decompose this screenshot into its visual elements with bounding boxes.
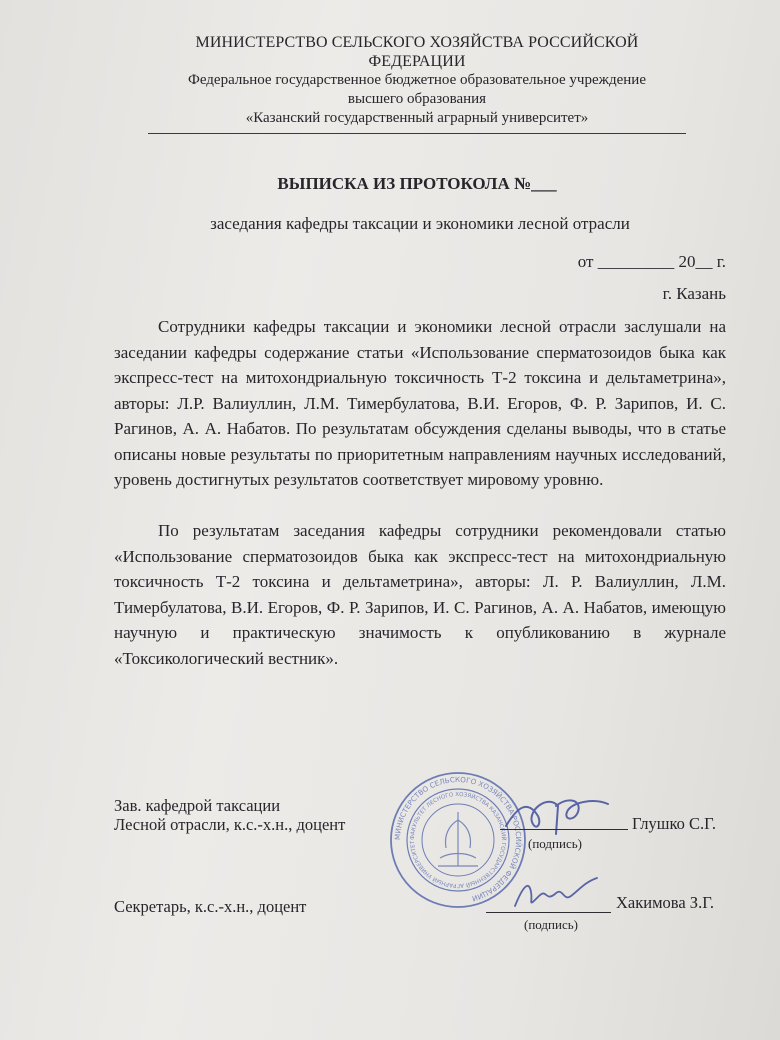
document-title: ВЫПИСКА ИЗ ПРОТОКОЛА №___	[277, 174, 557, 193]
letterhead	[148, 33, 686, 128]
head-name: Глушко С.Г.	[632, 814, 716, 833]
secretary-title: Секретарь, к.с.-х.н., доцент	[114, 897, 307, 916]
date-line: от _________ 20__ г.	[577, 252, 726, 271]
institution-type-line1: Федеральное государственное бюджетное образовательное учреждение	[187, 72, 646, 88]
ministry-name: МИНИСТЕРСТВО СЕЛЬСКОГО ХОЗЯЙСТВА РОССИЙСКОЙ ФЕДЕРАЦИИ	[195, 34, 639, 70]
secretary-name: Хакимова З.Г.	[616, 893, 714, 912]
body-paragraph-1: Сотрудники кафедры таксации и экономики лесной отрасли заслушали на заседании кафедры содержание статьи «Использование сперматозоидов быка как экспресс-тест на митохондриальную токсичность Т-2 токсина и дельтаметрина», авторы: Л.Р. Валиуллин, Л.М. Тимербулатова, В.И. Егоров, Ф. Р. Зарипов, И. С. Рагинов, А. А. Набатов. По результатам обсуждения сделаны выводы, что в статье описаны новые результаты по приоритетным направлениям научных исследований, уровень достигнутых результатов соответствует мировому уровню.	[114, 317, 726, 489]
head-title	[114, 796, 345, 834]
header-divider	[148, 133, 686, 134]
head-signature-hint: (подпись)	[528, 836, 582, 851]
stamp-inner-text: ФАКУЛЬТЕТ ЛЕСНОГО ХОЗЯЙСТВА КАЗАНСКИЙ ГОСУДАРСТВЕННЫЙ АГРАРНЫЙ УНИВЕРСИТЕТ	[409, 791, 507, 889]
head-title-line2: Лесной отрасли, к.с.-х.н., доцент	[114, 815, 346, 834]
head-signature-line	[500, 828, 628, 830]
secretary-signature-hint: (подпись)	[524, 917, 578, 932]
stamp-outer-text: МИНИСТЕРСТВО СЕЛЬСКОГО ХОЗЯЙСТВА РОССИЙСКОЙ ФЕДЕРАЦИИ	[392, 774, 524, 904]
document-subtitle: заседания кафедры таксации и экономики лесной отрасли	[210, 214, 630, 233]
secretary-signature-line	[486, 911, 611, 913]
secretary-signature-icon	[505, 872, 605, 916]
university-name: «Казанский государственный аграрный университет»	[245, 110, 589, 126]
institution-type-line2: высшего образования	[347, 91, 487, 107]
city: г. Казань	[662, 284, 726, 303]
body-paragraph-2: По результатам заседания кафедры сотрудники рекомендовали статью «Использование сперматозоидов быка как экспресс-тест на митохондриальную токсичность Т-2 токсина и дельтаметрина», авторы: Л. Р. Валиуллин, Л.М. Тимербулатова, В.И. Егоров, Ф. Р. Зарипов, И. С. Рагинов, А. А. Набатов, имеющую научную и практическую значимость к опубликованию в журнале «Токсикологический вестник».	[114, 521, 726, 668]
head-title-line1: Зав. кафедрой таксации	[114, 796, 281, 815]
